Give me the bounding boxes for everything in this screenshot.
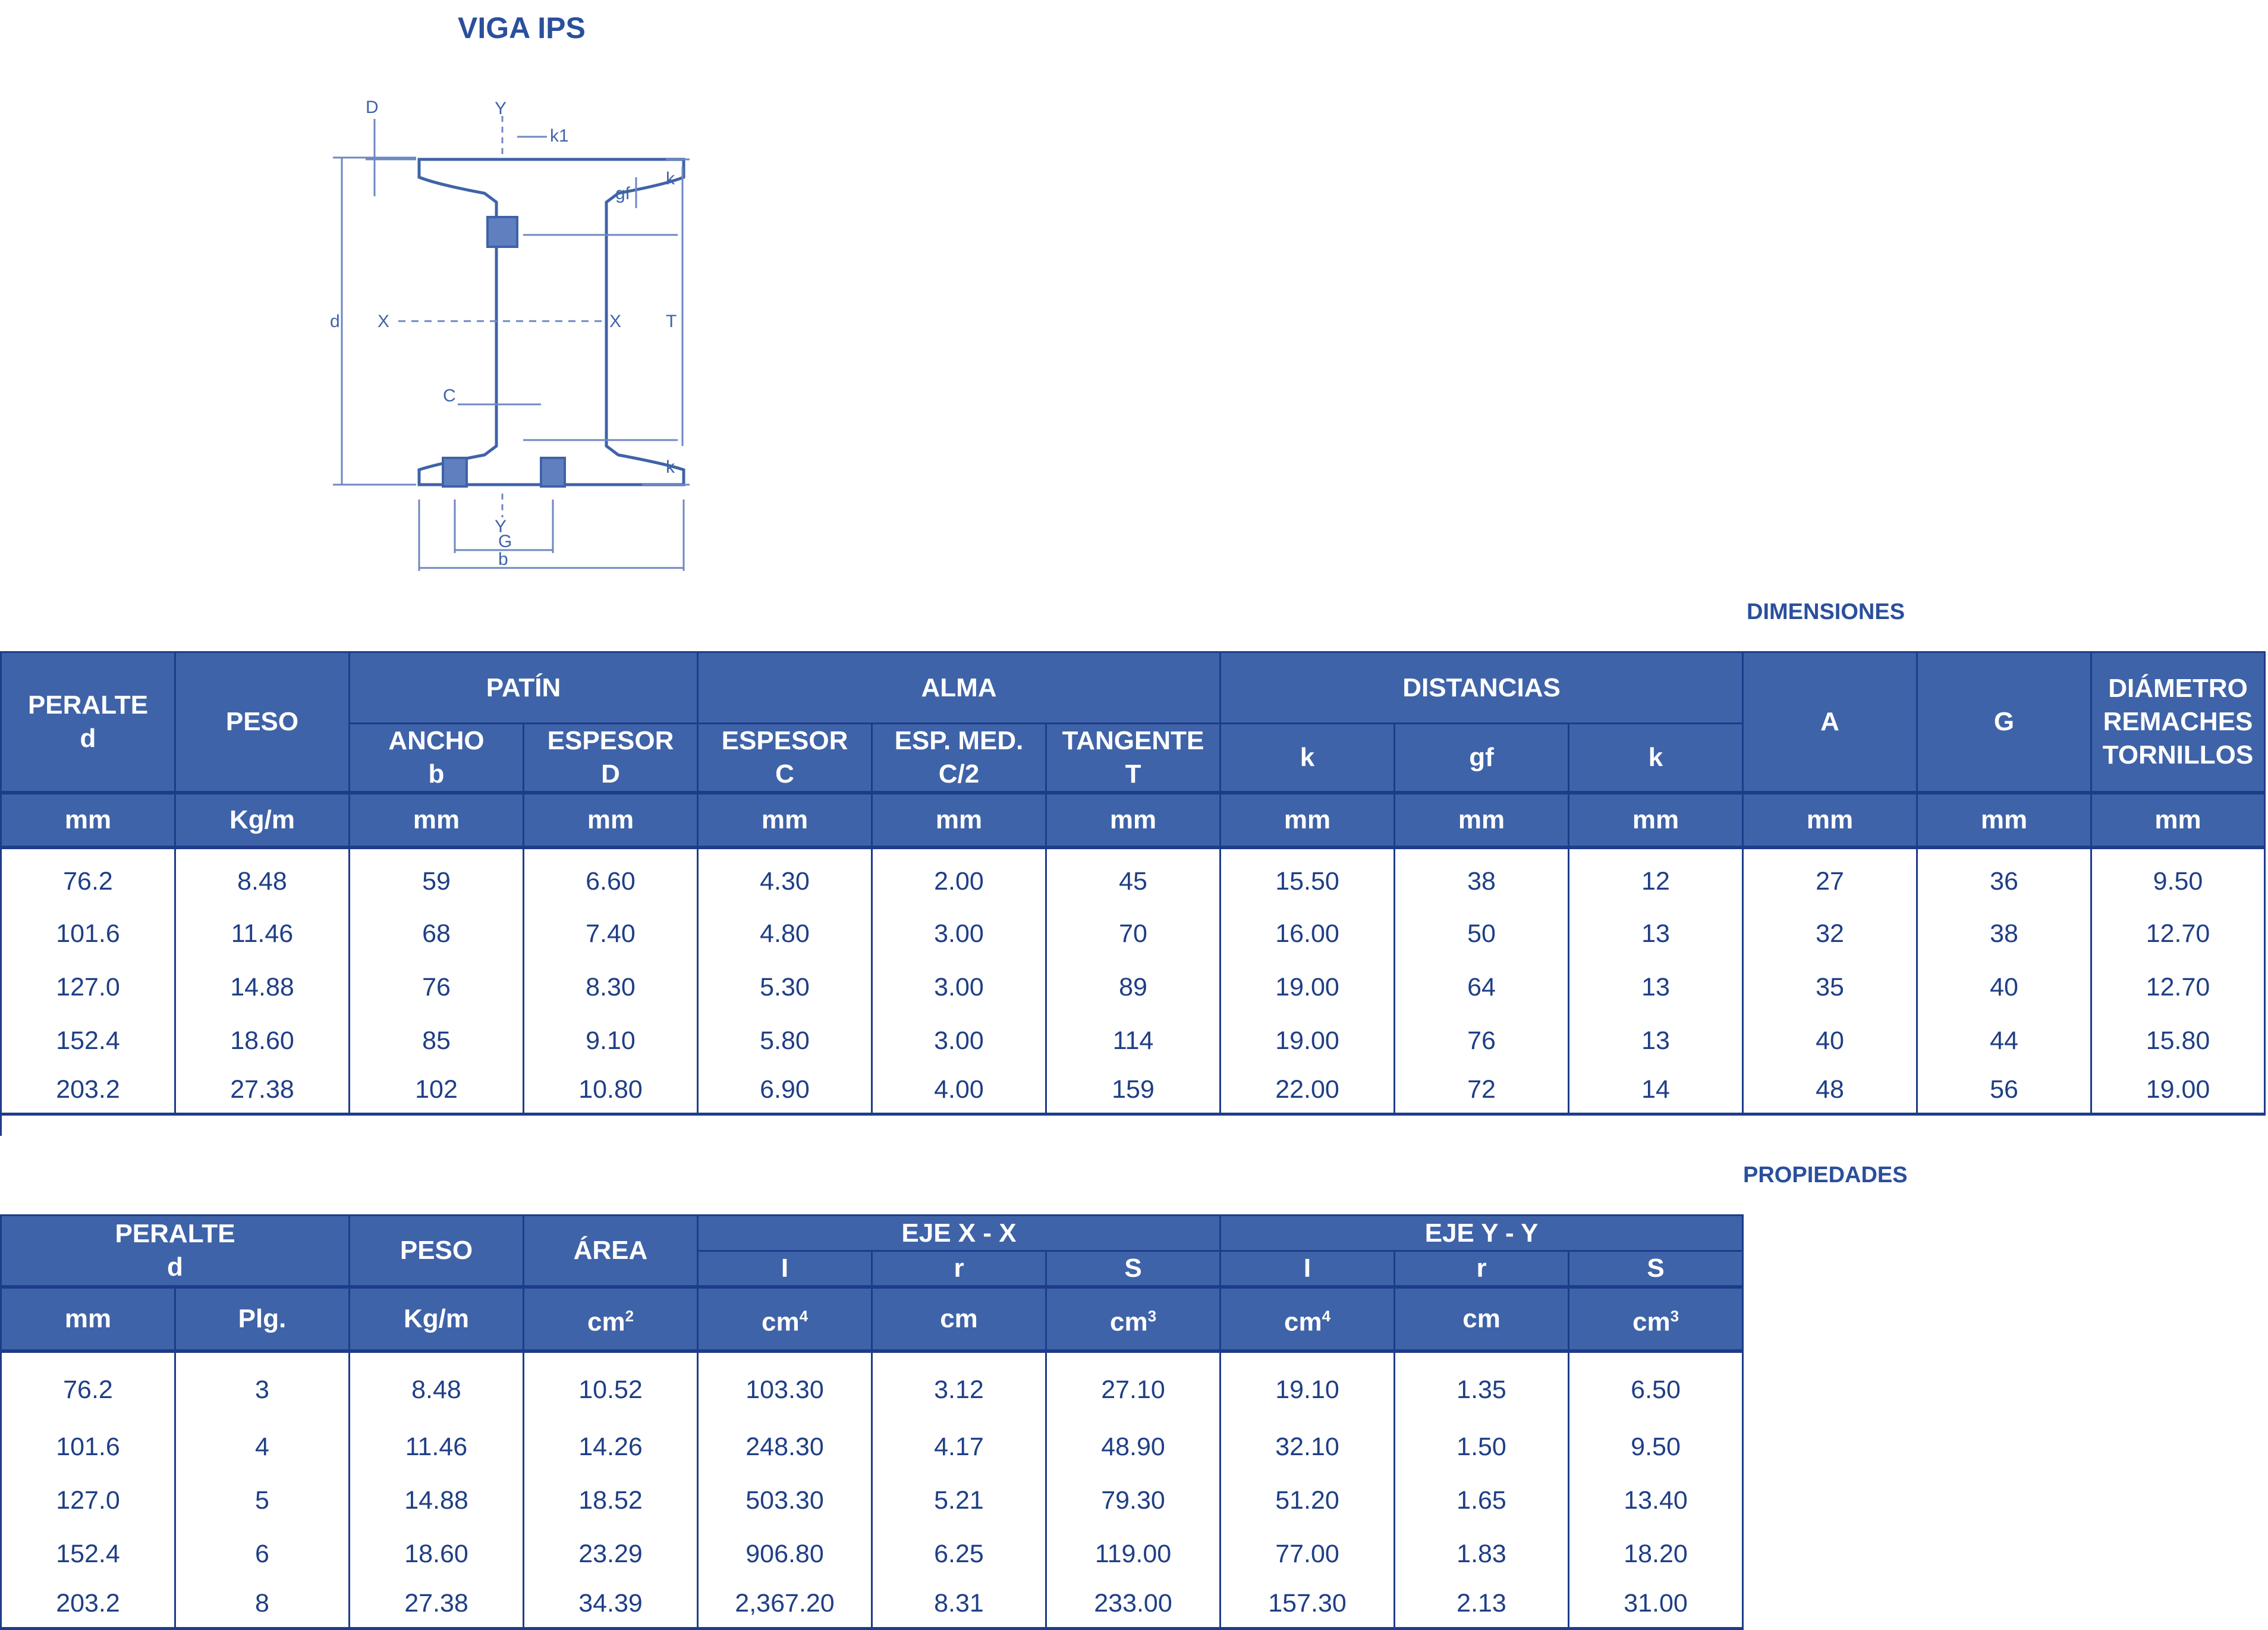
table-cell: 16.00	[1220, 907, 1395, 960]
prop-header-peralte: PERALTE d	[1, 1216, 350, 1287]
table-cell: 5	[175, 1474, 350, 1527]
unit-cell: mm	[872, 793, 1046, 847]
label-y-bottom: Y	[495, 517, 507, 536]
table-cell: 4.30	[698, 847, 872, 907]
header-espesor-patin: ESPESOR D	[524, 724, 698, 793]
label-x-right: X	[609, 312, 622, 331]
table-cell: 14.26	[524, 1420, 698, 1474]
prop-header-eje-y: EJE Y - Y	[1220, 1216, 1743, 1251]
table-cell: 13	[1569, 960, 1743, 1014]
table-cell: 10.80	[524, 1067, 698, 1114]
label-k-top: k	[666, 169, 675, 189]
table-cell: 203.2	[1, 1067, 175, 1114]
propiedades-table	[0, 1214, 1744, 1630]
header-patin: PATÍN	[350, 652, 698, 724]
unit-cell: mm	[1046, 793, 1220, 847]
prop-header-peso: PESO	[350, 1216, 524, 1287]
table-cell: 35	[1743, 960, 1917, 1014]
table-cell: 1.83	[1395, 1527, 1569, 1581]
table-cell: 8.48	[175, 847, 350, 907]
table-cell: 8	[175, 1581, 350, 1628]
table-row	[1, 1420, 1743, 1474]
table-cell: 119.00	[1046, 1527, 1220, 1581]
prop-units-row	[1, 1287, 1743, 1351]
section-propiedades: PROPIEDADES	[1743, 1163, 1908, 1188]
table-cell: 114	[1046, 1014, 1220, 1067]
table-cell: 6	[175, 1527, 350, 1581]
table-cell: 27	[1743, 847, 1917, 907]
table-cell: 157.30	[1220, 1581, 1395, 1628]
table-cell: 152.4	[1, 1014, 175, 1067]
label-x-left: X	[378, 312, 390, 331]
table-cell: 11.46	[350, 1420, 524, 1474]
table-cell: 59	[350, 847, 524, 907]
table-cell: 4.80	[698, 907, 872, 960]
units-row	[1, 793, 2265, 847]
table-cell: 23.29	[524, 1527, 698, 1581]
table-cell: 906.80	[698, 1527, 872, 1581]
unit-cell: mm	[1220, 793, 1395, 847]
table-cell: 9.10	[524, 1014, 698, 1067]
table-cell: 6.50	[1569, 1351, 1743, 1420]
header-gf: gf	[1395, 724, 1569, 793]
header-esp-med: ESP. MED. C/2	[872, 724, 1046, 793]
table-cell: 11.46	[175, 907, 350, 960]
table-cell: 77.00	[1220, 1527, 1395, 1581]
table-cell: 18.20	[1569, 1527, 1743, 1581]
table-cell: 44	[1917, 1014, 2091, 1067]
table-cell: 3	[175, 1351, 350, 1420]
table-row	[1, 1014, 2265, 1067]
unit-cell: mm	[698, 793, 872, 847]
table-cell: 45	[1046, 847, 1220, 907]
unit-cell: mm	[2091, 793, 2265, 847]
prop-header-sy: S	[1569, 1251, 1743, 1287]
unit-cell: $cm^3$	[1569, 1287, 1743, 1351]
table-cell: 9.50	[1569, 1420, 1743, 1474]
prop-header-rx: r	[872, 1251, 1046, 1287]
label-D: D	[366, 98, 379, 117]
header-k-2: k	[1569, 724, 1743, 793]
rivet-left	[443, 458, 467, 486]
table-cell: 38	[1395, 847, 1569, 907]
unit-cell: cm	[1395, 1287, 1569, 1351]
rivet-right	[541, 458, 565, 486]
table-cell: 127.0	[1, 1474, 175, 1527]
table-cell: 70	[1046, 907, 1220, 960]
table-cell: 18.52	[524, 1474, 698, 1527]
header-peralte: PERALTE d	[1, 652, 175, 793]
table-cell: 1.65	[1395, 1474, 1569, 1527]
unit-cell: mm	[1, 1287, 175, 1351]
dimensiones-body	[1, 847, 2265, 1114]
unit-cell: $cm^2$	[524, 1287, 698, 1351]
prop-header-ry: r	[1395, 1251, 1569, 1287]
table-cell: 40	[1743, 1014, 1917, 1067]
table-cell: 31.00	[1569, 1581, 1743, 1628]
table-cell: 19.00	[1220, 960, 1395, 1014]
table-cell: 89	[1046, 960, 1220, 1014]
table-cell: 5.30	[698, 960, 872, 1014]
table-cell: 8.31	[872, 1581, 1046, 1628]
table-cell: 10.52	[524, 1351, 698, 1420]
table-cell: 68	[350, 907, 524, 960]
table-cell: 15.50	[1220, 847, 1395, 907]
table-cell: 127.0	[1, 960, 175, 1014]
section-dimensiones: DIMENSIONES	[1747, 599, 1905, 624]
table-row	[1, 1581, 1743, 1628]
table-cell: 18.60	[350, 1527, 524, 1581]
prop-header-ix: I	[698, 1251, 872, 1287]
table-cell: 8.30	[524, 960, 698, 1014]
table-cell: 32.10	[1220, 1420, 1395, 1474]
header-A: A	[1743, 652, 1917, 793]
table-cell: 2.00	[872, 847, 1046, 907]
unit-cell: mm	[1, 793, 175, 847]
table-cell: 5.21	[872, 1474, 1046, 1527]
table-cell: 103.30	[698, 1351, 872, 1420]
table-row	[1, 847, 2265, 907]
table-cell: 50	[1395, 907, 1569, 960]
prop-header-iy: I	[1220, 1251, 1395, 1287]
unit-cell: $cm^4$	[698, 1287, 872, 1351]
unit-cell: mm	[1917, 793, 2091, 847]
table-cell: 1.35	[1395, 1351, 1569, 1420]
table-cell: 76.2	[1, 847, 175, 907]
unit-cell: Kg/m	[175, 793, 350, 847]
table-cell: 152.4	[1, 1527, 175, 1581]
table-cell: 248.30	[698, 1420, 872, 1474]
table-cell: 12	[1569, 847, 1743, 907]
unit-cell: Kg/m	[350, 1287, 524, 1351]
header-G: G	[1917, 652, 2091, 793]
table-cell: 12.70	[2091, 960, 2265, 1014]
header-ancho: ANCHO b	[350, 724, 524, 793]
table-row	[1, 1067, 2265, 1114]
label-gf: gf	[615, 184, 631, 203]
label-k-bottom: k	[666, 457, 675, 477]
table-cell: 18.60	[175, 1014, 350, 1067]
label-b: b	[498, 549, 508, 569]
table-cell: 9.50	[2091, 847, 2265, 907]
table-cell: 6.90	[698, 1067, 872, 1114]
table-row	[1, 1474, 1743, 1527]
table-cell: 76	[350, 960, 524, 1014]
prop-header-eje-x: EJE X - X	[698, 1216, 1220, 1251]
table-cell: 64	[1395, 960, 1569, 1014]
table-cell: 159	[1046, 1067, 1220, 1114]
table-cell: 72	[1395, 1067, 1569, 1114]
table-cell: 40	[1917, 960, 2091, 1014]
label-C: C	[443, 386, 456, 406]
label-k1: k1	[550, 126, 569, 146]
table-cell: 13	[1569, 907, 1743, 960]
table-cell: 233.00	[1046, 1581, 1220, 1628]
table-row	[1, 1527, 1743, 1581]
table-cell: 101.6	[1, 1420, 175, 1474]
table-cell: 3.00	[872, 907, 1046, 960]
table-cell: 6.25	[872, 1527, 1046, 1581]
table-cell: 27.10	[1046, 1351, 1220, 1420]
table-cell: 3.00	[872, 1014, 1046, 1067]
table-cell: 19.00	[2091, 1067, 2265, 1114]
table-cell: 2,367.20	[698, 1581, 872, 1628]
table-cell: 56	[1917, 1067, 2091, 1114]
unit-cell: cm	[872, 1287, 1046, 1351]
table-cell: 102	[350, 1067, 524, 1114]
table-cell: 19.00	[1220, 1014, 1395, 1067]
header-alma: ALMA	[698, 652, 1220, 724]
beam-outline	[419, 159, 684, 485]
unit-cell: Plg.	[175, 1287, 350, 1351]
header-espesor-alma: ESPESOR C	[698, 724, 872, 793]
unit-cell: $cm^3$	[1046, 1287, 1220, 1351]
table-cell: 13	[1569, 1014, 1743, 1067]
label-T: T	[666, 312, 677, 331]
table-cell: 79.30	[1046, 1474, 1220, 1527]
table-cell: 7.40	[524, 907, 698, 960]
page-title: VIGA IPS	[458, 11, 586, 45]
table-row	[1, 907, 2265, 960]
label-G: G	[498, 532, 512, 551]
label-y-top: Y	[495, 99, 507, 118]
table-cell: 503.30	[698, 1474, 872, 1527]
table-cell: 36	[1917, 847, 2091, 907]
header-distancias: DISTANCIAS	[1220, 652, 1743, 724]
table-cell: 27.38	[175, 1067, 350, 1114]
table-cell: 19.10	[1220, 1351, 1395, 1420]
propiedades-body	[1, 1351, 1743, 1628]
label-d: d	[330, 312, 340, 331]
prop-header-sx: S	[1046, 1251, 1220, 1287]
table-cell: 203.2	[1, 1581, 175, 1628]
table-cell: 38	[1917, 907, 2091, 960]
table-cell: 4	[175, 1420, 350, 1474]
table-cell: 3.00	[872, 960, 1046, 1014]
table-cell: 14	[1569, 1067, 1743, 1114]
table-cell: 2.13	[1395, 1581, 1569, 1628]
table-corner-line	[0, 1109, 2, 1136]
unit-cell: mm	[524, 793, 698, 847]
table-cell: 4.17	[872, 1420, 1046, 1474]
unit-cell: mm	[1569, 793, 1743, 847]
table-cell: 48	[1743, 1067, 1917, 1114]
table-cell: 76	[1395, 1014, 1569, 1067]
table-cell: 4.00	[872, 1067, 1046, 1114]
unit-cell: $cm^4$	[1220, 1287, 1395, 1351]
unit-cell: mm	[1743, 793, 1917, 847]
table-cell: 22.00	[1220, 1067, 1395, 1114]
table-cell: 3.12	[872, 1351, 1046, 1420]
table-cell: 48.90	[1046, 1420, 1220, 1474]
table-cell: 34.39	[524, 1581, 698, 1628]
table-cell: 76.2	[1, 1351, 175, 1420]
table-cell: 5.80	[698, 1014, 872, 1067]
table-cell: 1.50	[1395, 1420, 1569, 1474]
table-cell: 15.80	[2091, 1014, 2265, 1067]
dimensiones-table	[0, 651, 2266, 1116]
header-diametro: DIÁMETRO REMACHES TORNILLOS	[2091, 652, 2265, 793]
table-cell: 14.88	[350, 1474, 524, 1527]
table-row	[1, 1351, 1743, 1420]
ibeam-diagram	[309, 89, 761, 583]
rivet-web	[487, 217, 517, 247]
table-cell: 85	[350, 1014, 524, 1067]
table-cell: 6.60	[524, 847, 698, 907]
header-peso: PESO	[175, 652, 350, 793]
table-cell: 32	[1743, 907, 1917, 960]
table-cell: 8.48	[350, 1351, 524, 1420]
table-cell: 27.38	[350, 1581, 524, 1628]
table-cell: 101.6	[1, 907, 175, 960]
unit-cell: mm	[350, 793, 524, 847]
header-k-1: k	[1220, 724, 1395, 793]
table-cell: 12.70	[2091, 907, 2265, 960]
prop-header-area: ÁREA	[524, 1216, 698, 1287]
table-cell: 13.40	[1569, 1474, 1743, 1527]
header-tangente: TANGENTE T	[1046, 724, 1220, 793]
table-cell: 51.20	[1220, 1474, 1395, 1527]
unit-cell: mm	[1395, 793, 1569, 847]
table-cell: 14.88	[175, 960, 350, 1014]
table-row	[1, 960, 2265, 1014]
